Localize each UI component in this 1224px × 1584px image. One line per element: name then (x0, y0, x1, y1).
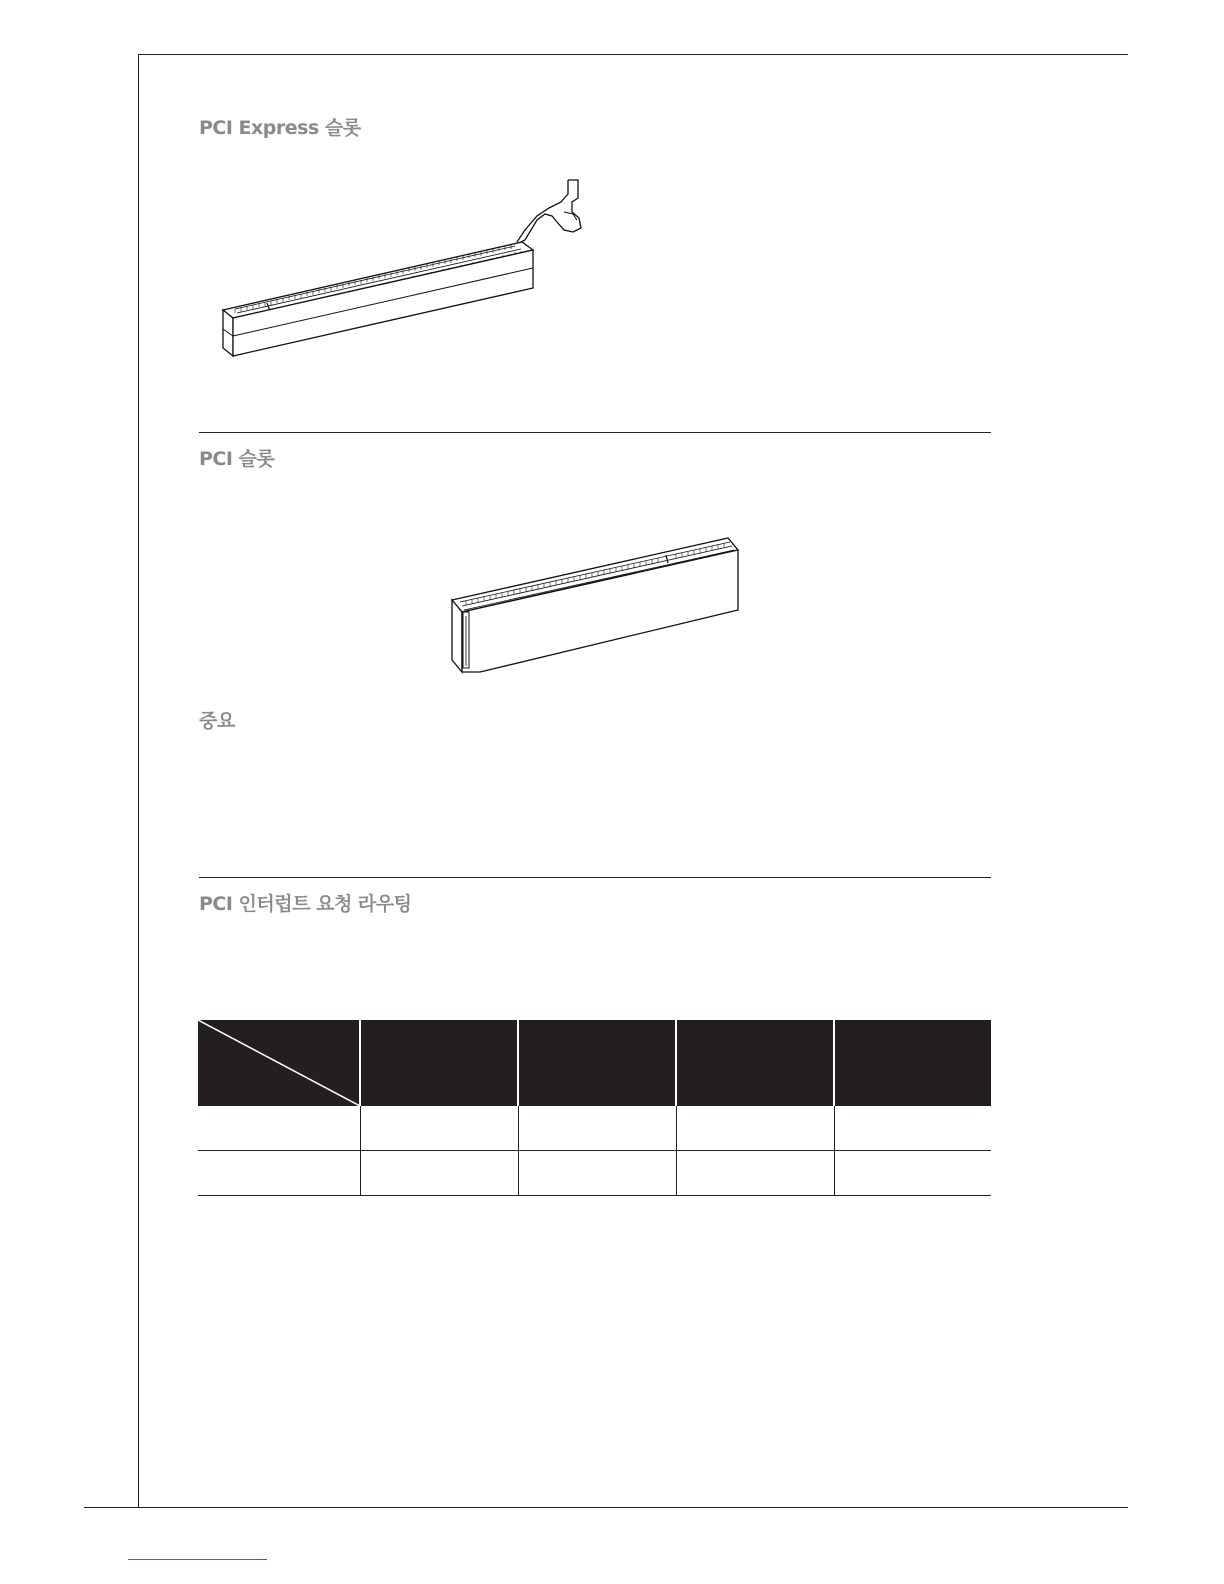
page-frame-bottom-line (84, 1507, 1128, 1508)
pcie-slot-heading: PCI Express 슬롯 (199, 117, 361, 139)
footer-link-underline[interactable] (128, 1559, 267, 1560)
pci-slot-illustration (446, 530, 746, 680)
table-corner-header-cell (198, 1020, 360, 1106)
table-cell (360, 1151, 518, 1196)
table-row (198, 1106, 991, 1151)
page-frame-left-line (138, 54, 139, 1508)
irq-routing-table (198, 1020, 991, 1196)
section-divider (199, 432, 991, 433)
table-cell (676, 1106, 834, 1151)
table-cell (518, 1151, 676, 1196)
important-heading: 중요 (199, 710, 235, 732)
table-cell (676, 1151, 834, 1196)
pcie-slot-illustration (215, 172, 595, 362)
table-header-cell (834, 1020, 991, 1106)
table-cell (834, 1106, 991, 1151)
table-header-cell (360, 1020, 518, 1106)
table-cell (198, 1151, 360, 1196)
table-cell (518, 1106, 676, 1151)
table-header-cell (518, 1020, 676, 1106)
table-cell (198, 1106, 360, 1151)
page-frame-top-line (138, 54, 1128, 55)
irq-routing-heading: PCI 인터럽트 요청 라우팅 (199, 893, 412, 915)
diagonal-divider (198, 1020, 360, 1106)
table-cell (834, 1151, 991, 1196)
section-divider (199, 877, 991, 878)
table-header-cell (676, 1020, 834, 1106)
table-row (198, 1151, 991, 1196)
table-cell (360, 1106, 518, 1151)
table-header-row (198, 1020, 991, 1106)
pci-slot-heading: PCI 슬롯 (199, 448, 275, 470)
